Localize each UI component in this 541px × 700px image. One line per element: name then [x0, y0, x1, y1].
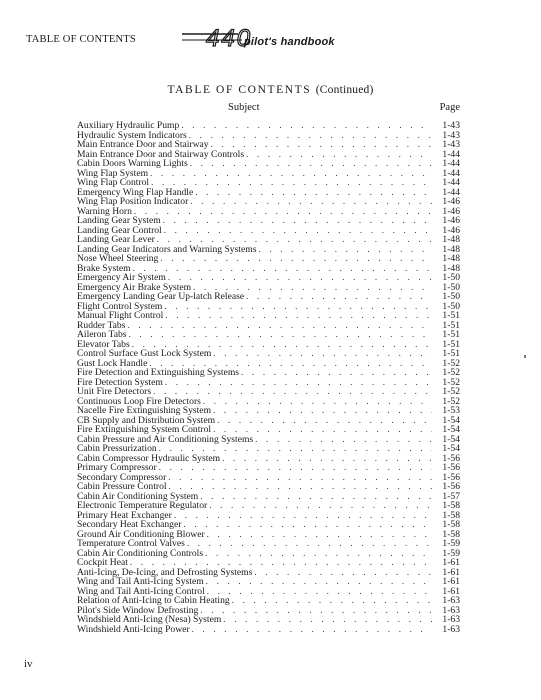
- toc-entry-page: 1-56: [442, 452, 460, 464]
- toc-entry: [77, 549, 460, 559]
- toc-entry-title: Aileron Tabs: [77, 329, 127, 340]
- toc-entry-title: Cabin Air Conditioning Controls: [77, 547, 204, 559]
- toc-entry-page: 1-50: [442, 300, 460, 312]
- toc-entry-page: 1-51: [442, 338, 460, 350]
- toc-entry-page: 1-43: [442, 120, 460, 131]
- toc-entry-page: 1-58: [442, 519, 460, 530]
- dot-leader: [160, 254, 432, 264]
- dot-leader: [164, 226, 432, 236]
- dot-leader: [246, 150, 432, 160]
- toc-entry: [77, 321, 460, 331]
- toc-entry-page: 1-52: [442, 357, 460, 369]
- section-title-text: TABLE OF CONTENTS: [167, 84, 312, 96]
- dot-leader: [205, 549, 432, 559]
- toc-entry-title: Main Entrance Door and Stairway: [77, 139, 209, 150]
- toc-entry-page: 1-56: [442, 462, 460, 473]
- toc-entry-title: Continuous Loop Fire Detectors: [77, 395, 201, 407]
- toc-entry-title: Cabin Pressure Control: [77, 481, 167, 492]
- toc-entry-title: Warning Horn: [77, 205, 132, 217]
- toc-entry-page: 1-63: [442, 595, 460, 606]
- dot-leader: [241, 368, 432, 378]
- toc-entry-page: 1-59: [442, 538, 460, 549]
- dot-leader: [183, 520, 432, 530]
- toc-entry: [77, 330, 460, 340]
- dot-leader: [127, 321, 432, 331]
- toc-entry-title: Cabin Pressure and Air Conditioning Systems: [77, 433, 254, 445]
- logo-subtitle: pilot's handbook: [244, 36, 335, 48]
- toc-entry-title: Control Surface Gust Lock System: [77, 348, 212, 359]
- toc-entry-title: Wing and Tail Anti-Icing Control: [77, 585, 205, 597]
- toc-entry-title: Hydraulic System Indicators: [77, 129, 187, 141]
- toc-entry-title: Emergency Air System: [77, 272, 166, 283]
- dot-leader: [213, 406, 432, 416]
- toc-entry-page: 1-46: [442, 205, 460, 217]
- dot-leader: [255, 435, 432, 445]
- dot-leader: [223, 615, 432, 625]
- dot-leader: [192, 625, 432, 635]
- section-title-continued: (Continued): [315, 84, 374, 96]
- toc-entry-title: Secondary Compressor: [77, 471, 167, 483]
- dot-leader: [134, 207, 432, 217]
- dot-leader: [203, 397, 432, 407]
- toc-entry-title: Cabin Pressurization: [77, 443, 157, 454]
- toc-entry-title: Emergency Landing Gear Up-latch Release: [77, 291, 245, 302]
- dot-leader: [200, 606, 432, 616]
- toc-entry-page: 1-44: [442, 158, 460, 169]
- logo-numerals: 440: [206, 25, 253, 52]
- toc-entry-page: 1-54: [442, 424, 460, 435]
- toc-entry-page: 1-43: [442, 139, 460, 150]
- toc-entry-page: 1-51: [442, 348, 460, 359]
- dot-leader: [207, 587, 432, 597]
- toc-entry-page: 1-61: [442, 585, 460, 597]
- toc-entry-title: Cabin Air Conditioning System: [77, 490, 199, 502]
- toc-entry-page: 1-58: [442, 528, 460, 540]
- dot-leader: [164, 302, 432, 312]
- toc-entry-title: Main Entrance Door and Stairway Controls: [77, 148, 245, 160]
- toc-entry-title: Cabin Doors Warning Lights: [77, 158, 188, 169]
- toc-entry-title: Relation of Anti-Icing to Cabin Heating: [77, 595, 230, 606]
- dot-leader: [213, 349, 432, 359]
- toc-entry-title: Fire Extinguishing System Control: [77, 424, 212, 435]
- dot-leader: [169, 482, 432, 492]
- toc-entry-page: 1-57: [442, 490, 460, 502]
- toc-entry-title: Landing Gear Indicators and Warning Systems: [77, 243, 257, 255]
- dot-leader: [246, 292, 432, 302]
- toc-entry-page: 1-52: [442, 367, 460, 378]
- toc-entry-page: 1-59: [442, 547, 460, 559]
- toc-entry-title: Nacelle Fire Extinguishing System: [77, 405, 212, 416]
- dot-leader: [165, 311, 432, 321]
- toc-entry-page: 1-52: [442, 386, 460, 397]
- dot-leader: [151, 178, 432, 188]
- toc-entry-page: 1-44: [442, 186, 460, 198]
- dot-leader: [163, 216, 432, 226]
- toc-entry-page: 1-48: [442, 262, 460, 274]
- toc-entry-title: Wing and Tail Anti-Icing System: [77, 576, 204, 587]
- toc-entry-title: CB Supply and Distribution System: [77, 414, 216, 426]
- toc-entry-page: 1-51: [442, 319, 460, 331]
- toc-entry-title: Windshield Anti-Icing Power: [77, 623, 190, 635]
- dot-leader: [133, 264, 432, 274]
- toc-entry-page: 1-50: [442, 291, 460, 302]
- toc-entry: [77, 311, 460, 321]
- toc-entry-page: 1-58: [442, 500, 460, 511]
- toc-entry-title: Brake System: [77, 262, 131, 274]
- toc-entry-title: Wing Flap Position Indicator: [77, 196, 189, 207]
- toc-entry-title: Auxiliary Hydraulic Pump: [77, 120, 180, 131]
- toc-entry-page: 1-58: [442, 509, 460, 521]
- dot-leader: [258, 245, 432, 255]
- toc-entry-page: 1-53: [442, 405, 460, 416]
- subject-column-heading: Subject: [228, 102, 260, 113]
- toc-entry-title: Fire Detection System: [77, 376, 163, 388]
- dot-leader: [168, 473, 432, 483]
- toc-entry-title: Temperature Control Valves: [77, 538, 185, 549]
- dot-leader: [174, 511, 432, 521]
- toc-entry-page: 1-46: [442, 215, 460, 226]
- toc-entry-page: 1-54: [442, 443, 460, 454]
- toc-entry-title: Wing Flap Control: [77, 177, 150, 188]
- toc-entry-title: Gust Lock Handle: [77, 357, 148, 369]
- dot-leader: [200, 492, 432, 502]
- toc-entry-title: Landing Gear Control: [77, 224, 162, 236]
- toc-entry-title: Flight Control System: [77, 300, 163, 312]
- toc-entry-title: Electronic Temperature Regulator: [77, 500, 208, 511]
- toc-entry: [77, 625, 460, 635]
- toc-entry-page: 1-50: [442, 272, 460, 283]
- toc-entry-title: Landing Gear Lever: [77, 234, 155, 245]
- running-head: TABLE OF CONTENTS: [26, 34, 136, 45]
- toc-entry-title: Landing Gear System: [77, 215, 161, 226]
- dot-leader: [150, 169, 432, 179]
- toc-entry-page: 1-52: [442, 376, 460, 388]
- toc-entry-title: Cockpit Heat: [77, 557, 128, 568]
- toc-entry-page: 1-44: [442, 167, 460, 179]
- toc-entry-page: 1-46: [442, 196, 460, 207]
- dot-leader: [217, 416, 432, 426]
- toc-entry-page: 1-51: [442, 329, 460, 340]
- toc-entry-page: 1-63: [442, 623, 460, 635]
- toc-entry: [77, 197, 460, 207]
- toc-entry-page: 1-54: [442, 433, 460, 445]
- toc-list: [77, 121, 460, 634]
- toc-entry-title: Secondary Heat Exchanger: [77, 519, 182, 530]
- dot-leader: [209, 501, 432, 511]
- dot-leader: [159, 463, 432, 473]
- toc-entry-page: 1-54: [442, 414, 460, 426]
- toc-entry-title: Wing Flap System: [77, 167, 149, 179]
- dot-leader: [222, 454, 432, 464]
- toc-entry-title: Cabin Compressor Hydraulic System: [77, 452, 221, 464]
- toc-entry-page: 1-44: [442, 177, 460, 188]
- toc-entry-title: Emergency Air Brake System: [77, 281, 192, 293]
- dot-leader: [254, 568, 432, 578]
- dot-leader: [207, 530, 432, 540]
- dot-leader: [129, 330, 432, 340]
- toc-entry-page: 1-48: [442, 234, 460, 245]
- toc-entry-title: Nose Wheel Steering: [77, 253, 159, 264]
- toc-entry-page: 1-52: [442, 395, 460, 407]
- dot-leader: [195, 188, 432, 198]
- toc-entry-page: 1-48: [442, 243, 460, 255]
- toc-entry-title: Elevator Tabs: [77, 338, 130, 350]
- toc-entry-page: 1-43: [442, 129, 460, 141]
- page-folio: iv: [24, 658, 33, 670]
- section-title: [0, 84, 541, 96]
- dot-leader: [190, 197, 432, 207]
- dot-leader: [232, 596, 432, 606]
- toc-entry: [77, 254, 460, 264]
- toc-entry-page: 1-50: [442, 281, 460, 293]
- toc-entry-title: Windshield Anti-Icing (Nesa) System: [77, 614, 222, 625]
- dot-leader: [189, 131, 432, 141]
- toc-entry-title: Rudder Tabs: [77, 319, 126, 331]
- toc-entry-page: 1-56: [442, 481, 460, 492]
- toc-entry-page: 1-44: [442, 148, 460, 160]
- toc-entry-title: Primary Compressor: [77, 462, 157, 473]
- toc-entry-page: 1-51: [442, 310, 460, 321]
- toc-entry-page: 1-63: [442, 604, 460, 616]
- toc-entry-title: Primary Heat Exchanger: [77, 509, 172, 521]
- toc-entry-title: Manual Flight Control: [77, 310, 164, 321]
- dot-leader: [190, 159, 432, 169]
- dot-leader: [187, 539, 432, 549]
- toc-entry-page: 1-61: [442, 566, 460, 578]
- toc-entry-page: 1-61: [442, 557, 460, 568]
- toc-entry-page: 1-46: [442, 224, 460, 236]
- toc-entry-title: Unit Fire Detectors: [77, 386, 152, 397]
- dot-leader: [181, 121, 432, 131]
- toc-entry-title: Anti-Icing, De-Icing, and Defrosting Systems: [77, 566, 253, 578]
- toc-entry-page: 1-56: [442, 471, 460, 483]
- toc-entry-title: Fire Detection and Extinguishing Systems: [77, 367, 240, 378]
- toc-entry-page: 1-61: [442, 576, 460, 587]
- dot-leader: [206, 577, 432, 587]
- margin-mark: [524, 355, 526, 358]
- dot-leader: [168, 273, 432, 283]
- toc-entry-page: 1-63: [442, 614, 460, 625]
- page-column-heading: Page: [439, 102, 460, 113]
- toc-entry-title: Emergency Wing Flap Handle: [77, 186, 194, 198]
- dot-leader: [165, 378, 432, 388]
- toc-entry-title: Ground Air Conditioning Blower: [77, 528, 205, 540]
- toc-entry-page: 1-48: [442, 253, 460, 264]
- toc-entry-title: Pilot's Side Window Defrosting: [77, 604, 199, 616]
